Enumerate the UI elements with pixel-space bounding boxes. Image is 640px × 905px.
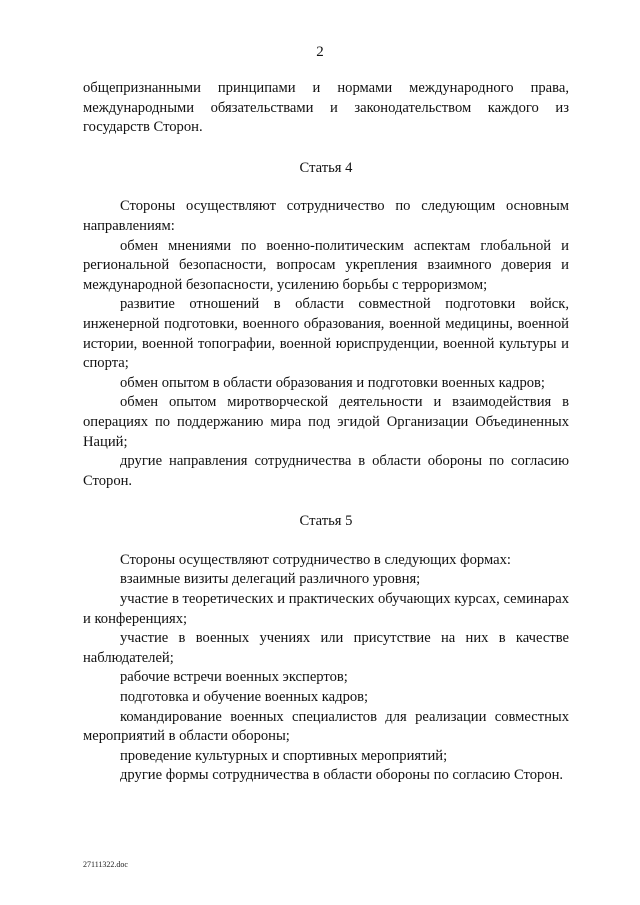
article-5-body bbox=[83, 551, 569, 786]
article-5-paragraph: взаимные визиты делегаций различного уровня; bbox=[120, 571, 421, 588]
article-5-paragraph: участие в теоретических и практических обучающих курсах, семинарах и конференциях; bbox=[83, 591, 569, 627]
article-4-paragraph: обмен опытом в области образования и подготовки военных кадров; bbox=[120, 374, 545, 391]
article-5-paragraph: подготовка и обучение военных кадров; bbox=[120, 689, 369, 706]
article-5-paragraph: проведение культурных и спортивных мероприятий; bbox=[120, 747, 448, 764]
document-body bbox=[83, 79, 569, 786]
article-4-paragraph: обмен мнениями по военно-политическим аспектам глобальной и региональной безопасности, вопросам укрепления взаимного доверия и международной безопасности, усилению борьбы с терроризмом; bbox=[83, 237, 569, 293]
article-4-paragraph: обмен опытом миротворческой деятельности и взаимодействия в операциях по поддержанию мира под эгидой Организации Объединенных Наций; bbox=[83, 394, 569, 450]
file-name-footer: 27111322.doc bbox=[83, 860, 128, 869]
article-4-body bbox=[83, 197, 569, 491]
article-4-heading: Статья 4 bbox=[299, 159, 353, 176]
article-5-paragraph: Стороны осуществляют сотрудничество в следующих формах: bbox=[120, 551, 511, 568]
article-5-heading: Статья 5 bbox=[299, 513, 353, 530]
article-5-paragraph: другие формы сотрудничества в области обороны по согласию Сторон. bbox=[120, 767, 564, 784]
article-4-paragraph: Стороны осуществляют сотрудничество по следующим основным направлениям: bbox=[83, 198, 569, 234]
intro-paragraph: общепризнанными принципами и нормами международного права, международными обязательствами и законодательством каждого из государств Сторон. bbox=[83, 80, 569, 136]
article-4-paragraph: другие направления сотрудничества в области обороны по согласию Сторон. bbox=[83, 453, 569, 489]
article-5-paragraph: участие в военных учениях или присутствие на них в качестве наблюдателей; bbox=[83, 630, 569, 666]
page-number: 2 bbox=[316, 44, 324, 60]
article-4-paragraph: развитие отношений в области совместной подготовки войск, инженерной подготовки, военного образования, военной медицины, военной истории, военной топографии, военной юриспруденции, военной культуры и спорта; bbox=[83, 296, 569, 372]
article-5-paragraph: рабочие встречи военных экспертов; bbox=[120, 669, 348, 686]
article-5-paragraph: командирование военных специалистов для реализации совместных мероприятий в области обороны; bbox=[83, 708, 569, 745]
